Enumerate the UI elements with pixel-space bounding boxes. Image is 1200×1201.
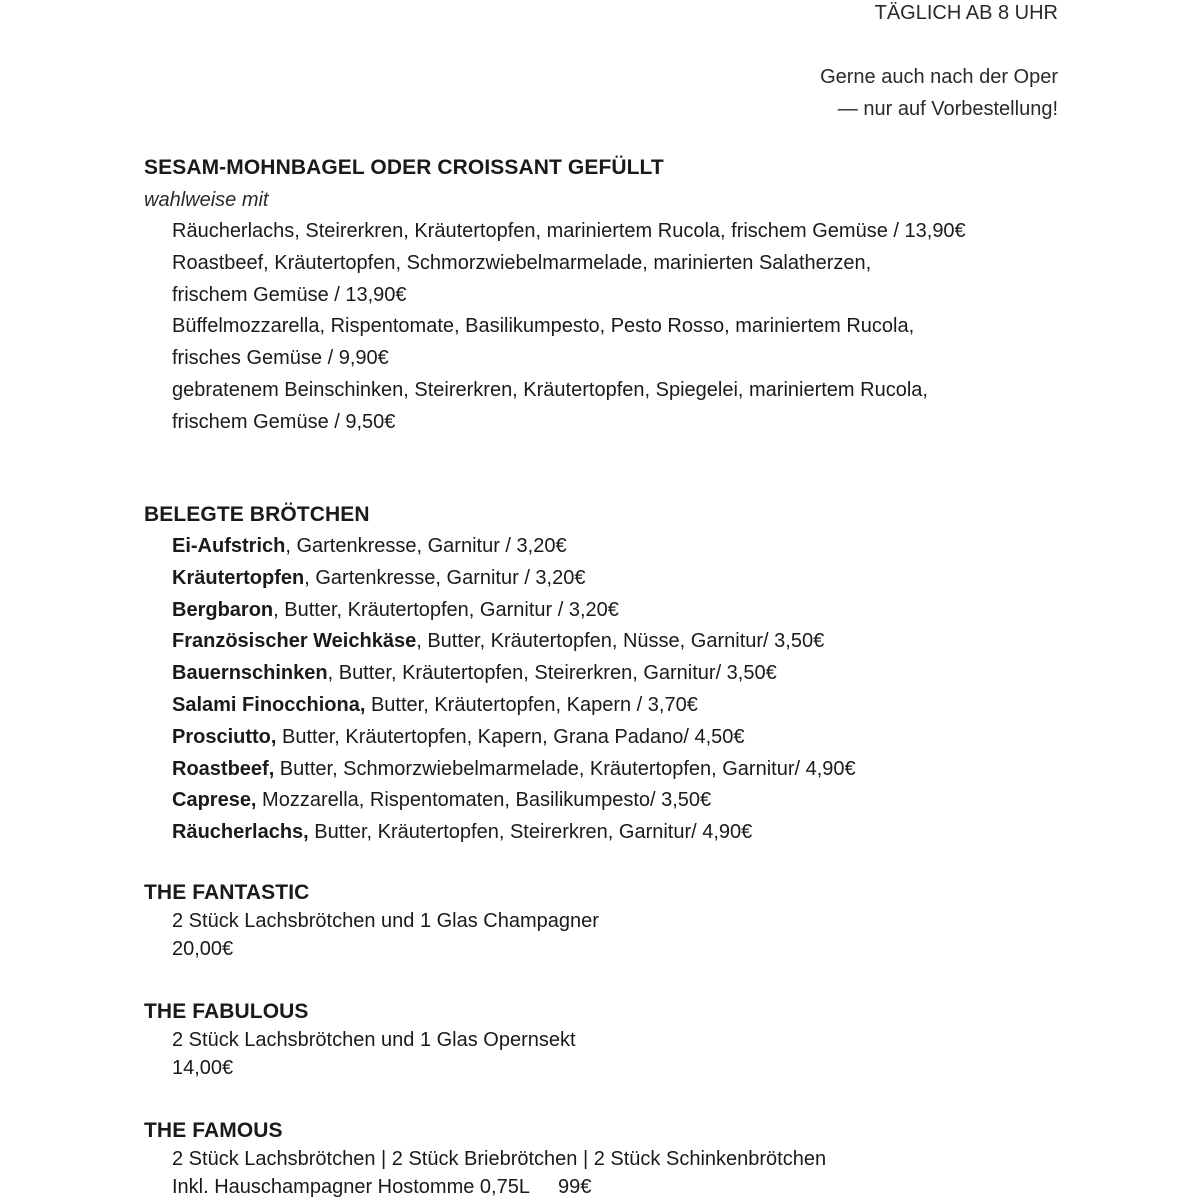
opening-hours: TÄGLICH AB 8 UHR xyxy=(875,0,1058,29)
roll-item xyxy=(172,754,1104,786)
roll-item-desc: Mozzarella, Rispentomaten, Basilikumpesto/ 3,50€ xyxy=(257,789,712,811)
roll-item xyxy=(172,817,1104,849)
roll-item xyxy=(172,722,1104,754)
roll-item xyxy=(172,626,1104,658)
roll-item-desc: , Gartenkresse, Garnitur / 3,20€ xyxy=(285,535,566,557)
fantastic-description: 2 Stück Lachsbrötchen und 1 Glas Champagner xyxy=(172,908,1104,936)
roll-item xyxy=(172,658,1104,690)
bagel-section xyxy=(144,152,1104,439)
roll-item-desc: Butter, Kräutertopfen, Steirerkren, Garnitur/ 4,90€ xyxy=(309,821,753,843)
roll-item xyxy=(172,785,1104,817)
roll-item xyxy=(172,563,1104,595)
roll-item xyxy=(172,595,1104,627)
roll-item-name: Französischer Weichkäse xyxy=(172,630,416,652)
famous-items: 2 Stück Lachsbrötchen | 2 Stück Briebrötchen | 2 Stück Schinkenbrötchen xyxy=(172,1146,1104,1174)
fabulous-price: 14,00€ xyxy=(172,1055,1104,1083)
bagel-heading: SESAM-MOHNBAGEL ODER CROISSANT GEFÜLLT xyxy=(144,152,1104,184)
fabulous-description: 2 Stück Lachsbrötchen und 1 Glas Opernsekt xyxy=(172,1027,1104,1055)
roll-item-name: Roastbeef, xyxy=(172,758,274,780)
roll-item xyxy=(172,690,1104,722)
bagel-option-line: Roastbeef, Kräutertopfen, Schmorzwiebelmarmelade, marinierten Salatherzen, xyxy=(172,248,1104,280)
roll-item-name: Caprese, xyxy=(172,789,257,811)
bagel-option-line: gebratenem Beinschinken, Steirerkren, Kräutertopfen, Spiegelei, mariniertem Rucola, xyxy=(172,375,1104,407)
fabulous-section xyxy=(144,997,1104,1082)
fantastic-section xyxy=(144,878,1104,963)
famous-details xyxy=(172,1146,1104,1201)
roll-item-name: Bergbaron xyxy=(172,599,273,621)
roll-item-name: Bauernschinken xyxy=(172,662,328,684)
roll-item-desc: , Butter, Kräutertopfen, Nüsse, Garnitur/ 3,50€ xyxy=(416,630,824,652)
famous-includes: Inkl. Hauschampagner Hostomme 0,75L xyxy=(172,1176,530,1198)
bagel-options xyxy=(172,216,1104,439)
fantastic-details xyxy=(172,908,1104,963)
roll-item-name: Kräutertopfen xyxy=(172,567,304,589)
roll-item-name: Ei-Aufstrich xyxy=(172,535,285,557)
roll-item-name: Salami Finocchiona, xyxy=(172,694,365,716)
rolls-list xyxy=(172,531,1104,849)
roll-item-name: Prosciutto, xyxy=(172,726,276,748)
roll-item-desc: , Butter, Kräutertopfen, Steirerkren, Garnitur/ 3,50€ xyxy=(328,662,777,684)
roll-item-desc: , Gartenkresse, Garnitur / 3,20€ xyxy=(304,567,585,589)
famous-price: 99€ xyxy=(558,1176,591,1198)
rolls-section xyxy=(144,499,1104,849)
bagel-option-line: frisches Gemüse / 9,90€ xyxy=(172,343,1104,375)
fantastic-price: 20,00€ xyxy=(172,936,1104,964)
opera-note-line-1: Gerne auch nach der Oper xyxy=(820,61,1058,93)
fabulous-details xyxy=(172,1027,1104,1082)
bagel-option-line: frischem Gemüse / 9,50€ xyxy=(172,407,1104,439)
bagel-subtitle: wahlweise mit xyxy=(144,184,1104,216)
roll-item-desc: , Butter, Kräutertopfen, Garnitur / 3,20€ xyxy=(273,599,619,621)
roll-item-desc: Butter, Kräutertopfen, Kapern / 3,70€ xyxy=(365,694,697,716)
rolls-heading: BELEGTE BRÖTCHEN xyxy=(144,499,1104,531)
fabulous-heading: THE FABULOUS xyxy=(144,997,1104,1027)
roll-item-desc: Butter, Kräutertopfen, Kapern, Grana Padano/ 4,50€ xyxy=(276,726,744,748)
bagel-option-line: frischem Gemüse / 13,90€ xyxy=(172,280,1104,312)
roll-item xyxy=(172,531,1104,563)
bagel-option-line: Büffelmozzarella, Rispentomate, Basilikumpesto, Pesto Rosso, mariniertem Rucola, xyxy=(172,311,1104,343)
famous-section xyxy=(144,1116,1104,1201)
famous-includes-line xyxy=(172,1174,1104,1201)
famous-heading: THE FAMOUS xyxy=(144,1116,1104,1146)
opera-note xyxy=(820,61,1058,125)
fantastic-heading: THE FANTASTIC xyxy=(144,878,1104,908)
opera-note-line-2: — nur auf Vorbestellung! xyxy=(820,93,1058,125)
roll-item-name: Räucherlachs, xyxy=(172,821,309,843)
roll-item-desc: Butter, Schmorzwiebelmarmelade, Kräutertopfen, Garnitur/ 4,90€ xyxy=(274,758,855,780)
bagel-option-line: Räucherlachs, Steirerkren, Kräutertopfen, mariniertem Rucola, frischem Gemüse / 13,90€ xyxy=(172,216,1104,248)
